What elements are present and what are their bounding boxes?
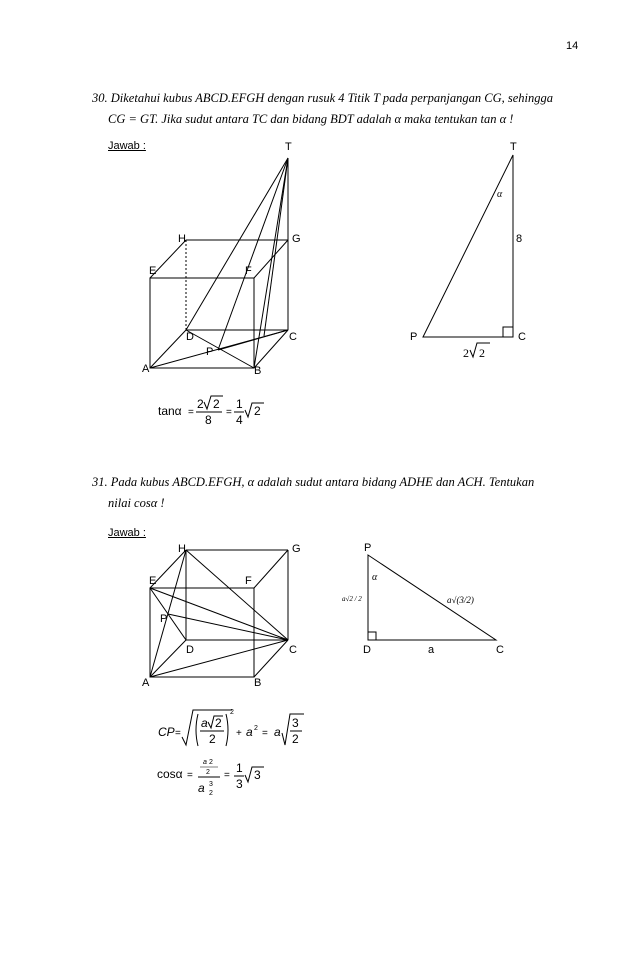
page-number: 14 — [566, 40, 579, 52]
q30-tri-base-coef: 2 — [463, 346, 469, 360]
q31-cp-exp2: 2 — [254, 725, 258, 732]
q31-cos-num-rad: 2 — [209, 759, 213, 766]
q30-triangle-TPC — [423, 155, 513, 337]
q30-cube-diagram — [150, 158, 288, 368]
q30-label-G: G — [292, 233, 301, 245]
q31-cube-front-face — [150, 588, 254, 677]
q31-label-E: E — [149, 575, 157, 587]
q30-label-T: T — [285, 141, 292, 153]
q31-triangle-diagram — [368, 555, 496, 640]
q30-eq1: = — [188, 407, 194, 418]
q30-line-TD — [186, 158, 288, 330]
q31-line1: 31. Pada kubus ABCD.EFGH, α adalah sudut antara bidang ADHE dan ACH. Tentukan — [92, 475, 535, 489]
q31-cos-res-num: 1 — [236, 761, 243, 775]
q31-cos-num-den: 2 — [206, 769, 210, 776]
q30-edge-AD — [150, 330, 186, 368]
q31-tri-label-C: C — [496, 644, 504, 656]
q31-jawab-label: Jawab : — [108, 527, 146, 539]
q31-label-F: F — [245, 575, 252, 587]
q31-cp-rad2: 2 — [215, 716, 222, 730]
q31-cp-paren-right — [226, 714, 228, 746]
q31-cos-num-a: a — [203, 759, 207, 766]
q30-frac1-coef: 2 — [197, 397, 204, 411]
q31-tri-label-P: P — [364, 542, 372, 554]
q31-cos-eq2: = — [224, 770, 230, 781]
q31-tri-hyp: a√(3/2) — [447, 595, 474, 605]
q30-line-TB — [254, 158, 288, 368]
q31-cp-result-den: 2 — [292, 732, 299, 746]
q30-line-PC — [218, 330, 288, 350]
q30-jawab-label: Jawab : — [108, 140, 146, 152]
q30-label-C: C — [289, 331, 297, 343]
q30-label-P: P — [206, 346, 214, 358]
q31-label-H: H — [178, 543, 186, 555]
q30-frac1-rad: 2 — [213, 397, 220, 411]
q31-cp-a2: a — [246, 725, 253, 739]
q31-cp-den2: 2 — [209, 732, 216, 746]
q31-label-G: G — [292, 543, 301, 555]
q31-cp-plus: + — [236, 728, 242, 739]
q30-frac2-num: 1 — [236, 397, 243, 411]
q31-cos-res-rad: 3 — [254, 768, 261, 782]
q30-label-A: A — [142, 363, 150, 375]
q31-cube-diagram — [150, 550, 288, 677]
q31-tri-label-D: D — [363, 644, 371, 656]
q31-cos-den-den: 2 — [209, 790, 213, 797]
q30-tri-base-rad: 2 — [479, 346, 485, 360]
q31-line2: nilai cosα ! — [108, 496, 165, 510]
q30-triangle-diagram — [423, 155, 513, 337]
q31-label-B: B — [254, 677, 262, 689]
q30-tri-label-T: T — [510, 141, 517, 153]
q31-cp-exp: 2 — [230, 709, 234, 716]
q31-tri-side-vert: a√2 / 2 — [342, 595, 362, 603]
q31-label-P: P — [160, 613, 168, 625]
q30-cube-front-face — [150, 278, 254, 368]
q31-cp-paren-left — [196, 714, 198, 746]
q31-line-HC — [186, 550, 288, 640]
q31-cos-eq1: = — [187, 770, 193, 781]
q31-cos-den-num: 3 — [209, 781, 213, 788]
q30-line-T-inner — [264, 158, 288, 336]
q31-cp-a1: a — [201, 716, 208, 730]
q31-edge-BC — [254, 640, 288, 677]
q30-tri-label-C: C — [518, 331, 526, 343]
q30-frac1-den: 8 — [205, 413, 212, 427]
q30-label-F: F — [245, 265, 252, 277]
q31-label-D: D — [186, 644, 194, 656]
q30-tan-formula — [158, 396, 264, 427]
q31-tri-label-alpha: α — [372, 572, 378, 583]
q31-cp-formula — [158, 709, 304, 746]
q30-tri-label-alpha: α — [497, 189, 503, 200]
q30-tri-label-P: P — [410, 331, 418, 343]
q30-frac2-den: 4 — [236, 413, 243, 427]
q31-cos-res-den: 3 — [236, 777, 243, 791]
q30-eq2: = — [226, 407, 232, 418]
q31-cp-lhs: CP — [158, 725, 175, 739]
q30-right-angle-mark — [503, 327, 513, 337]
q31-cos-lhs: cosα — [157, 767, 183, 781]
q31-cos-formula — [157, 759, 264, 797]
q31-line-EC — [150, 588, 288, 640]
q31-label-A: A — [142, 677, 150, 689]
question-31-text — [92, 472, 534, 514]
q31-cp-a3: a — [274, 725, 281, 739]
q31-cp-result-num: 3 — [292, 716, 299, 730]
q31-cp-eq2: = — [262, 728, 268, 739]
q30-label-D: D — [186, 331, 194, 343]
q30-line1: 30. Diketahui kubus ABCD.EFGH dengan rusuk 4 Titik T pada perpanjangan CG, sehingga — [92, 91, 553, 105]
q31-triangle-PDC — [368, 555, 496, 640]
q31-tri-label-a: a — [428, 644, 435, 656]
q30-label-B: B — [254, 365, 262, 377]
q31-line-AC — [150, 640, 288, 677]
q30-line-TP — [218, 158, 288, 350]
q31-right-angle-mark — [368, 632, 376, 640]
q30-tri-label-side: 8 — [516, 233, 523, 245]
q31-edge-FG — [254, 550, 288, 588]
q30-label-H: H — [178, 233, 186, 245]
q31-cos-den-a: a — [198, 781, 205, 795]
q31-label-C: C — [289, 644, 297, 656]
q30-label-E: E — [149, 265, 157, 277]
q30-frac2-rad: 2 — [254, 404, 261, 418]
q30-line2: CG = GT. Jika sudut antara TC dan bidang BDT adalah α maka tentukan tan α ! — [108, 112, 514, 126]
q30-edge-FG — [254, 240, 288, 278]
q31-cp-eq1: = — [175, 728, 181, 739]
q30-tan-lhs: tanα — [158, 404, 182, 418]
